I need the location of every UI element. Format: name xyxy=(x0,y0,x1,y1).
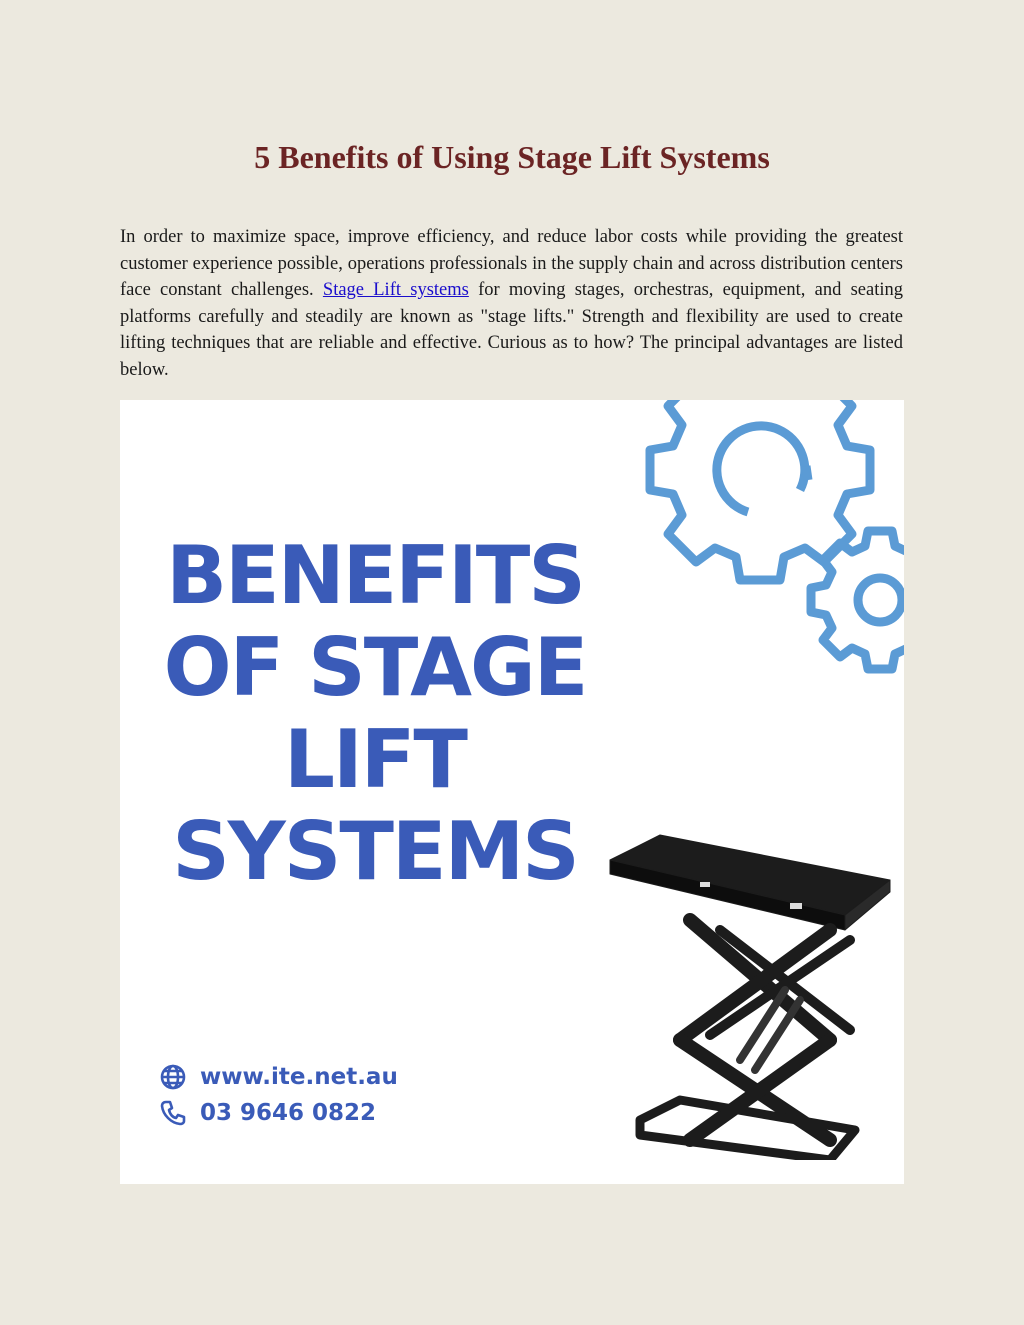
headline-line-2: OF STAGE xyxy=(163,621,587,714)
benefits-banner-image xyxy=(120,400,904,1184)
page-title: 5 Benefits of Using Stage Lift Systems xyxy=(254,139,770,176)
scissor-lift-image xyxy=(600,830,900,1160)
headline-line-4: SYSTEMS xyxy=(172,805,578,898)
website-row xyxy=(160,1064,398,1090)
intro-text-before-link: In order to maximize space, improve efficiency, and reduce labor costs while providing the greatest customer experience possible, operations professionals in the supply chain and across distribution centers face constant challenges. xyxy=(120,227,903,300)
phone-row xyxy=(160,1100,376,1126)
intro-text-after-link: for moving stages, orchestras, equipment, and seating platforms carefully and steadily are known as "stage lifts." Strength and flexibility are used to create lifting techniques that are reliable and effective. Curious as to how? The principal advantages are listed below. xyxy=(120,280,903,380)
headline-line-1: BENEFITS xyxy=(166,529,584,622)
banner-headline xyxy=(150,530,600,898)
intro-paragraph xyxy=(120,224,903,383)
globe-icon xyxy=(160,1064,186,1090)
website-text: www.ite.net.au xyxy=(200,1064,398,1090)
phone-text: 03 9646 0822 xyxy=(200,1100,377,1126)
headline-line-3: LIFT xyxy=(284,713,466,806)
stage-lift-systems-link[interactable]: Stage Lift systems xyxy=(322,280,469,300)
phone-icon xyxy=(160,1100,186,1126)
